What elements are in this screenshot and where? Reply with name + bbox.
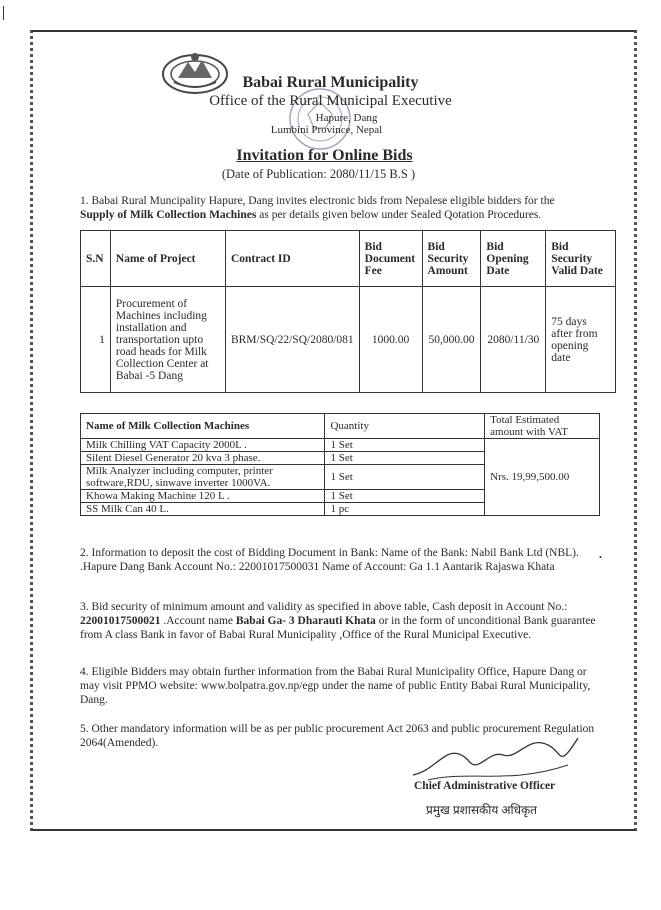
col-security: Bid Security Amount — [422, 231, 481, 287]
machine-qty: 1 Set — [325, 490, 485, 503]
cell-security: 50,000.00 — [422, 287, 481, 393]
address-ward: Hapure, Dang — [315, 112, 378, 124]
cell-valid: 75 days after from opening date — [546, 287, 616, 393]
paragraph-2: 2. Information to deposit the cost of Bidding Document in Bank: Name of the Bank: Nabil Bank Ltd (NBL). .Hapure Dang Bank Account No.: 22001017500031 Name of Account: Ga 1.1 Aantarik Rajaswa Khata — [80, 547, 579, 573]
col-sn: S.N — [81, 231, 111, 287]
machine-name: Silent Diesel Generator 20 kva 3 phase. — [81, 452, 325, 465]
office-name: Office of the Rural Municipal Executive — [209, 93, 452, 109]
machine-qty: 1 Set — [325, 452, 485, 465]
cell-opening: 2080/11/30 — [481, 287, 546, 393]
paragraph-5: 5. Other mandatory information will be as per public procurement Act 2063 and public procurement Regulation 2064(Amended). — [80, 723, 595, 749]
p3-text-c: or in the form of unconditional Bank guarantee from A class Bank in favor of Babai Rural Municipality ,Office of the Rural Municipal Executive. — [80, 615, 596, 641]
total-amount: Nrs. 19,99,500.00 — [485, 439, 600, 516]
col-project: Name of Project — [110, 231, 225, 287]
col-contract-id: Contract ID — [225, 231, 359, 287]
signatory-title: Chief Administrative Officer — [414, 780, 556, 792]
cell-contract-id: BRM/SQ/22/SQ/2080/081 — [225, 287, 359, 393]
machine-name: Milk Analyzer including computer, printer software,RDU, sinwave inverter 1000VA. — [81, 465, 325, 490]
p3-text-a: 3. Bid security of minimum amount and validity as specified in above table, Cash deposit in Account No.: — [80, 601, 568, 613]
p1-text: 1. Babai Rural Muncipality Hapure, Dang invites electronic bids from Nepalese eligible bidders for the — [80, 195, 555, 207]
machine-qty: 1 Set — [325, 439, 485, 452]
cell-sn: 1 — [81, 287, 111, 393]
paragraph-3 — [80, 600, 600, 642]
bid-details-table — [80, 230, 616, 393]
col-fee: Bid Document Fee — [359, 231, 422, 287]
machine-name: Milk Chilling VAT Capacity 2000L . — [81, 439, 325, 452]
signatory-title-nepali: प्रमुख प्रशासकीय अधिकृत — [426, 803, 538, 817]
deposit-account-name: Babai Ga- 3 Dharauti Khata — [235, 615, 376, 627]
table-row — [81, 287, 616, 393]
col-total-amount: Total Estimated amount with VAT — [485, 414, 600, 439]
p3-text-b: .Account name — [160, 615, 236, 627]
cell-project: Procurement of Machines including installation and transportation upto road heads for Milk Collection Center at Babai -5 Dang — [110, 287, 225, 393]
p1-rest: as per details given below under Sealed Qotation Procedures. — [256, 209, 542, 221]
machine-qty: 1 Set — [325, 465, 485, 490]
notice-title: Invitation for Online Bids — [236, 147, 413, 164]
deposit-account-number: 22001017500021 — [80, 615, 161, 627]
machines-table — [80, 413, 600, 516]
machine-qty: 1 pc — [325, 503, 485, 516]
address-province: Lumbini Province, Nepal — [270, 124, 383, 136]
col-machine-name: Name of Milk Collection Machines — [81, 414, 325, 439]
machine-name: SS Milk Can 40 L. — [81, 503, 325, 516]
dot-mark: • — [599, 553, 602, 562]
paragraph-4: 4. Eligible Bidders may obtain further information from the Babai Rural Municipality Office, Hapure Dang or may visit PPMO website: www.bolpatra.gov.np/egp under the name of public Entity Babai Rural Municipality, Dang. — [80, 666, 591, 706]
col-quantity: Quantity — [325, 414, 485, 439]
paragraph-1 — [80, 194, 600, 222]
table-row — [81, 439, 600, 452]
cell-fee: 1000.00 — [359, 287, 422, 393]
p1-bold: Supply of Milk Collection Machines — [80, 209, 257, 221]
col-valid: Bid Security Valid Date — [546, 231, 616, 287]
col-opening: Bid Opening Date — [481, 231, 546, 287]
machine-name: Khowa Making Machine 120 L . — [81, 490, 325, 503]
publication-date: (Date of Publication: 2080/11/15 B.S ) — [221, 167, 416, 181]
org-name: Babai Rural Municipality — [242, 74, 419, 91]
corner-tick — [3, 6, 4, 20]
